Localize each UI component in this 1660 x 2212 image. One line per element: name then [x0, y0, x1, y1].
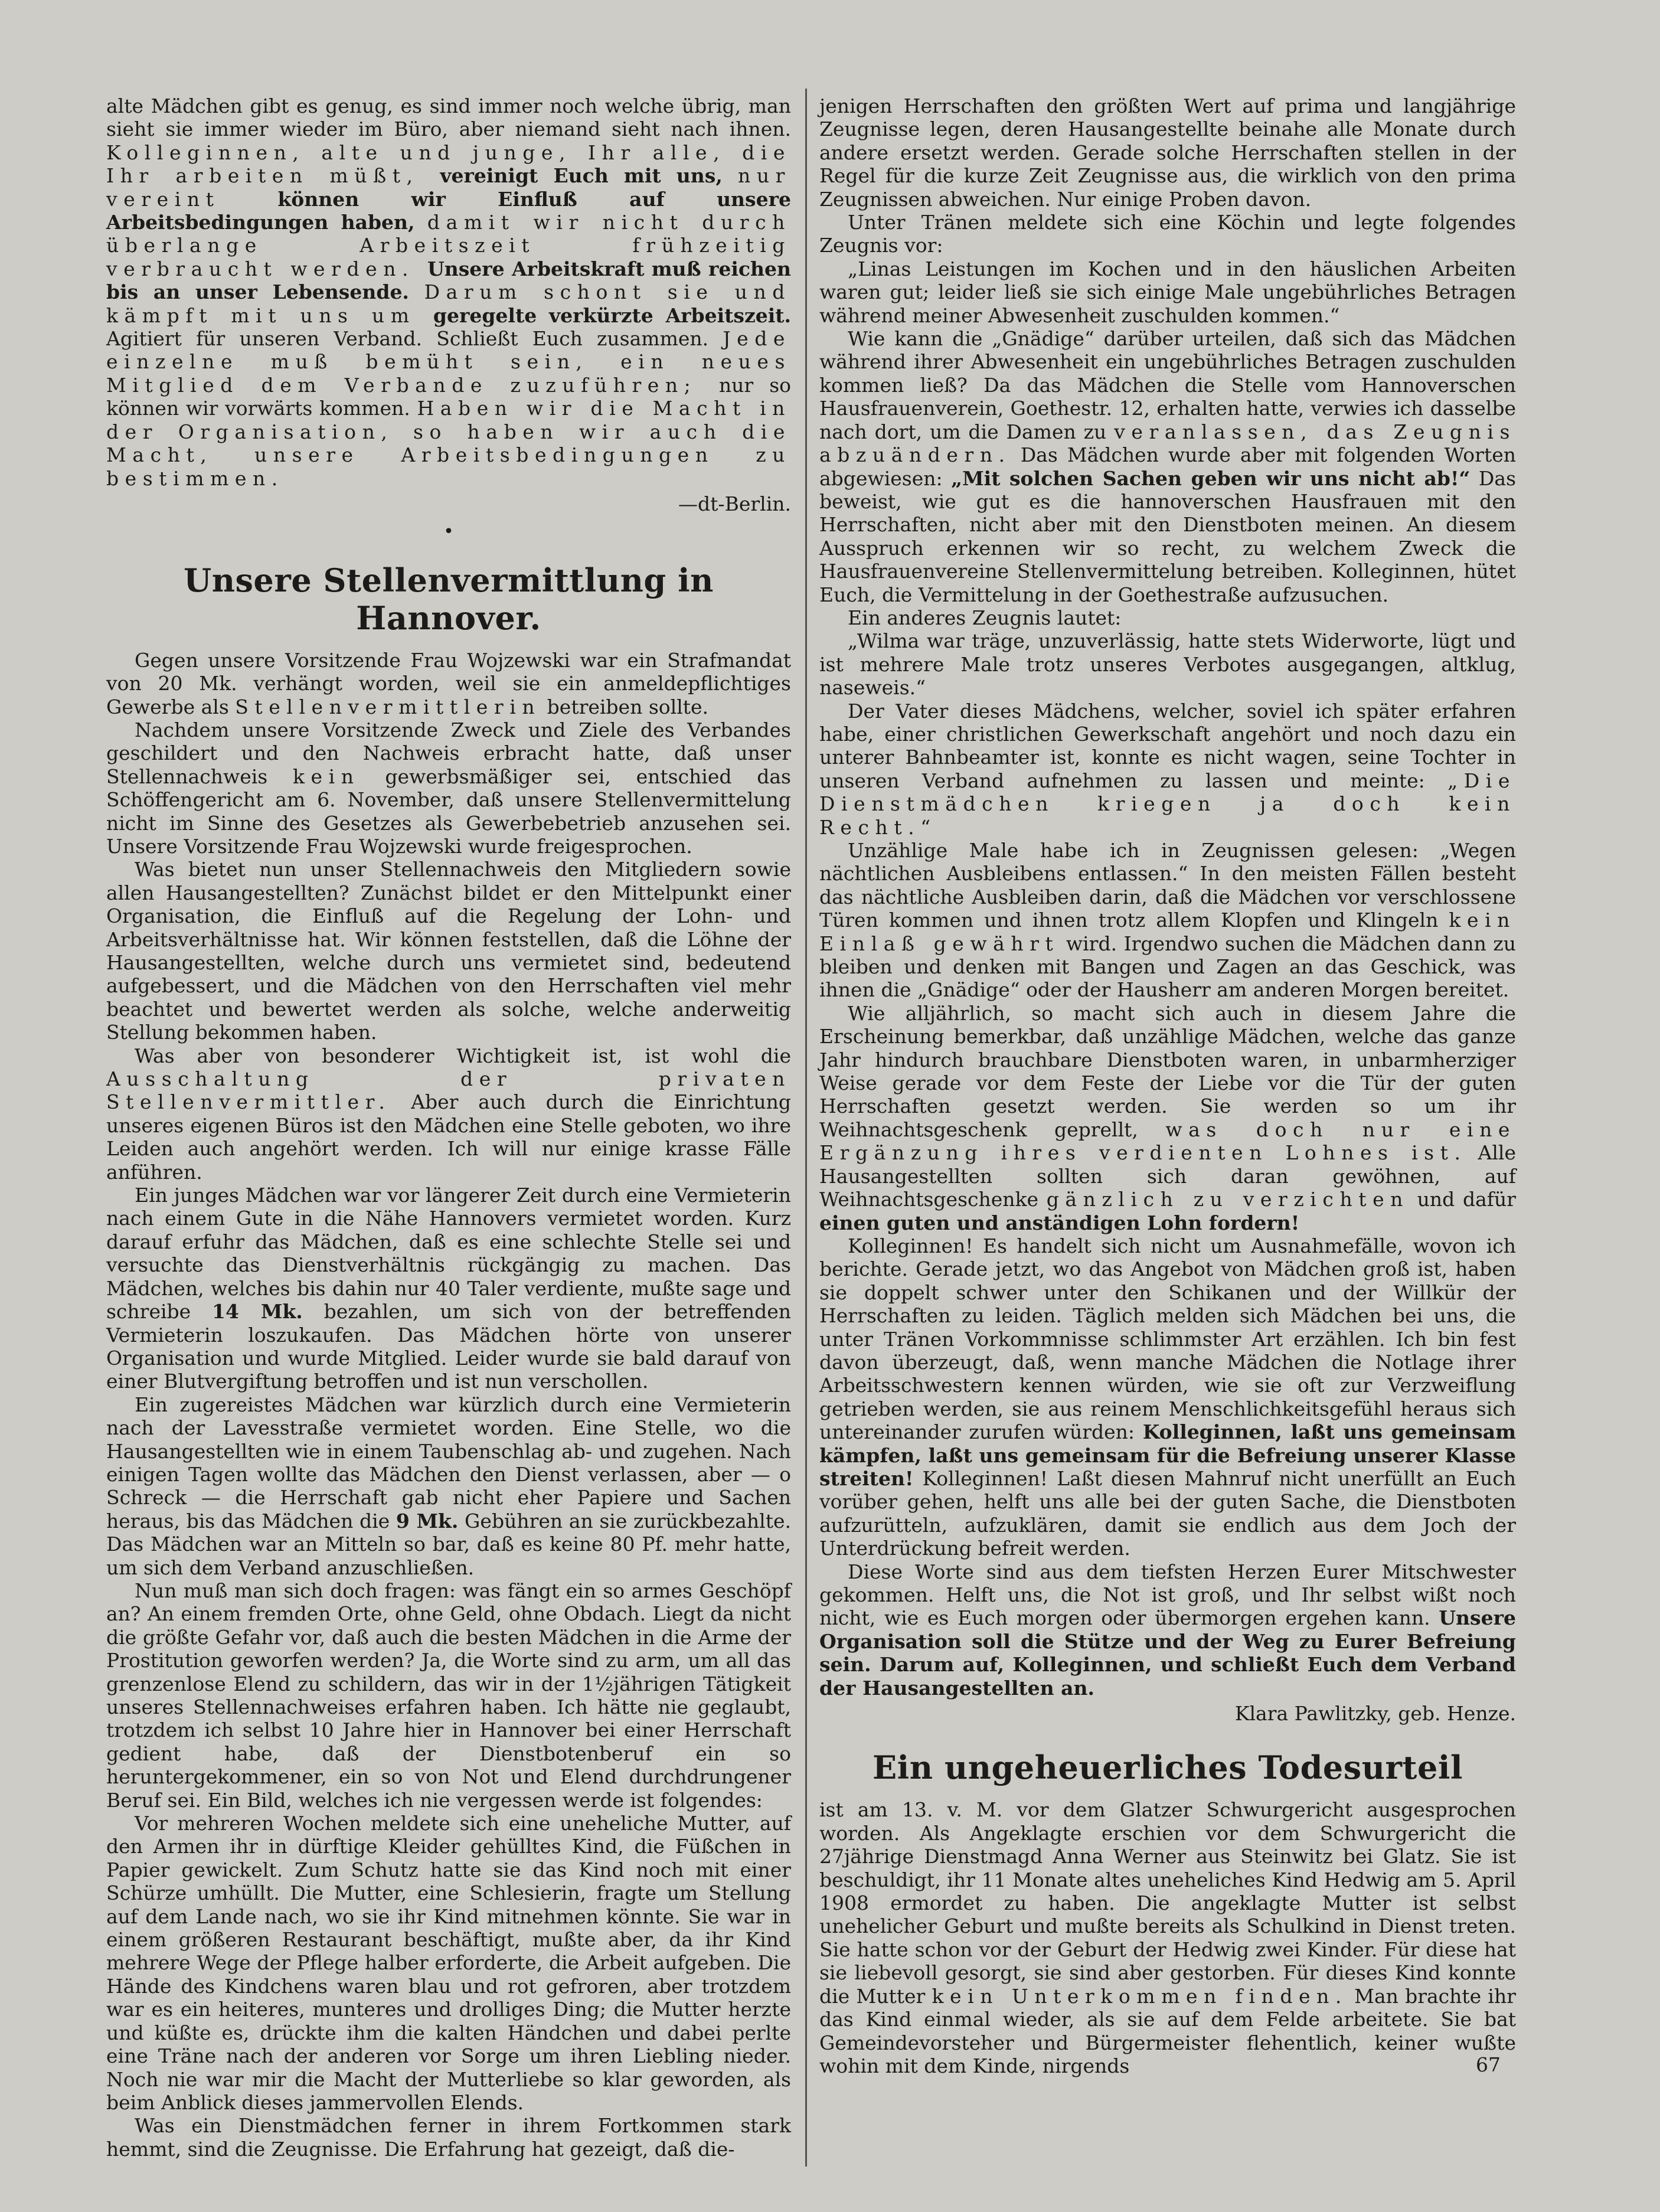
text-run: bezahlen, um sich von der betreffenden Vermieterin loszukaufen. Das Mädchen hörte von unserer Organisation und wurde Mitglied. Leider wurde sie bald darauf von einer Blutvergiftung betroffen und ist nun verschollen.	[106, 1300, 791, 1393]
text-run: und dafür	[1409, 1188, 1517, 1211]
spaced-text: veranlassen, das Zeugnis abzuändern.	[819, 420, 1516, 467]
text-run: Kolleginnen! Es handelt sich nicht um Ausnahmefälle, wovon ich berichte. Gerade jetzt, wo das Angebot von Mädchen groß ist, haben sie doppelt schwer unter den Schikanen und der Willkür der Herrschaften zu leiden. Täglich melden sich Mädchen bei uns, die unter Tränen Vorkommnisse schlimmster Art erzählen. Ich bin fest davon überzeugt, daß, wenn manche Mädchen die Notlage ihrer Arbeitsschwestern kennen würden, wie sie oft zur Verzweiflung getrieben werden, sie aus reinem Menschlichkeitsgefühl heraus sich untereinander zurufen würden:	[819, 1234, 1516, 1444]
spaced-text: gänzlich zu verzichten	[1046, 1188, 1409, 1211]
text-run: ist am 13. v. M. vor dem Glatzer Schwurgericht ausgesprochen worden. Als Angeklagte erschien vor dem Schwurgericht die 27jährige Dienstmagd Anna Werner aus Steinwitz bei Glatz. Sie ist beschuldigt, ihr 11 Monate altes uneheliches Kind Hedwig am 5. April 1908 ermordet zu haben. Die angeklagte Mutter ist selbst unehelicher Geburt und mußte bereits als Schulkind in Dienst treten. Sie hatte schon vor der Geburt der Hedwig zwei Kinder. Für diese hat sie liebevoll gesorgt, sie sind aber gestorben. Für dieses Kind konnte die Mutter	[819, 1798, 1516, 2008]
emphasis-text: Unsere Arbeitskraft muß reichen bis an unser Lebensende.	[106, 257, 791, 304]
text-run: Das beweist, wie gut es die hannoverschen Hausfrauen mit den Herrschaften, nicht aber mit den Dienstboten meinen. An diesem Ausspruch erkennen wir so recht, zu welchem Zweck die Hausfrauenvereine Stellenvermittelung betreiben. Kolleginnen, hütet Euch, die Vermittelung in der Goethestraße aufzusuchen.	[819, 466, 1516, 606]
paragraph	[819, 606, 1516, 629]
spaced-text: Ausschaltung der privaten Stellenvermittler.	[106, 1067, 791, 1114]
paragraph	[106, 1044, 791, 1184]
text-run: Gegen unsere Vorsitzende Frau Wojzewski war ein Strafmandat von 20 Mk. verhängt worden, weil sie ein anmeldepflichtiges Gewerbe als	[106, 648, 791, 718]
text-run: Ein anderes Zeugnis lautet:	[848, 606, 1122, 629]
text-run: Unzählige Male habe ich in Zeugnissen gelesen: „Wegen nächtlichen Ausbleibens entlassen.“ In den meisten Fällen besteht das nächtliche Ausbleiben darin, daß die Mädchen vor verschlossene Türen kommen und ihnen trotz allem Klopfen und Klingeln	[819, 839, 1516, 932]
continued-article-signature: —dt-Berlin.	[678, 492, 791, 515]
text-run: Wie kann die „Gnädige“ darüber urteilen, daß sich das Mädchen während ihrer Abwesenheit ein ungebührliches Betragen zuschulden kommen ließ? Da das Mädchen die Stelle vom Hannoverschen Hausfrauenverein, Goethestr. 12, erhalten hatte, verwies ich dasselbe nach dort, um die Damen zu	[819, 327, 1516, 443]
spaced-text: kein Einlaß gewährt	[819, 909, 1516, 955]
second-article-body	[819, 1798, 1516, 2077]
paragraph	[819, 839, 1516, 1002]
text-run: Nun muß man sich doch fragen: was fängt ein so armes Geschöpf an? An einem fremden Orte, ohne Geld, ohne Obdach. Liegt da nicht die größte Gefahr vor, daß auch die besten Mädchen in die Arme der Prostitution geworfen werden? Ja, die Worte sind zu arm, um all das grenzenlose Elend zu schildern, das wir in der 1½jährigen Tätigkeit unseres Stellennachweises erfahren haben. Ich hätte nie geglaubt, trotzdem ich selbst 10 Jahre hier in Hannover bei einer Herrschaft gedient habe, daß der Dienstbotenberuf ein so heruntergekommener, ein so von Not und Elend durchdrungener Beruf sei. Ein Bild, welches ich nie vergessen werde ist folgendes:	[106, 1579, 791, 1812]
text-run: „Linas Leistungen im Kochen und in den häuslichen Arbeiten waren gut; leider ließ sie sich einige Male ungebührliches Betragen während meiner Abwesenheit zuschulden kommen.“	[819, 257, 1516, 327]
text-run: jenigen Herrschaften den größten Wert auf prima und langjährige Zeugnisse legen, deren Hausangestellte beinahe alle Monate durch andere ersetzt werden. Gerade solche Herrschaften stellen in der Regel für die kurze Zeit Zeugnisse aus, die wirklich von den prima Zeugnissen abweichen. Nur einige Proben davon.	[819, 94, 1516, 211]
emphasis-text: vereinigt Euch mit uns,	[440, 164, 738, 188]
article-body	[106, 649, 791, 2161]
article-body-continued	[819, 94, 1516, 1700]
spaced-text: Haben wir die Macht in der Organisation, so haben wir auch die Macht, unsere Arbeitsbedingungen zu bestimmen.	[106, 397, 791, 490]
paragraph	[819, 1798, 1516, 2077]
text-run: Vor mehreren Wochen meldete sich eine uneheliche Mutter, auf den Armen ihr in dürftige Kleider gehülltes Kind, die Füßchen in Papier gewickelt. Zum Schutz hatte sie das Kind noch mit einer Schürze umhüllt. Die Mutter, eine Schlesierin, fragte um Stellung auf dem Lande nach, wo sie ihr Kind mitnehmen könnte. Sie war in einem größeren Restaurant beschäftigt, mußte aber, da ihr Kind mehrere Wege der Pflege halber erforderte, die Arbeit aufgeben. Die Hände des Kindchens waren blau und rot gefroren, aber trotzdem war es ein heiteres, munteres und drolliges Ding; die Mutter herzte und küßte es, drückte ihm die kalten Händchen und dabei perlte eine Träne nach der anderen vor Sorge um ihren Liebling nieder. Noch nie war mir die Macht der Mutterliebe so klar geworden, als beim Anblick dieses jammervollen Elends.	[106, 1812, 791, 2114]
emphasis-text: Unsere Organisation soll die Stütze und der Weg zu Eurer Befreiung sein. Darum auf, Kolleginnen, und schließt Euch dem Verband der Hausangestellten an.	[819, 1606, 1516, 1700]
text-run: Nachdem unsere Vorsitzende Zweck und Ziele des Verbandes geschildert und den Nachweis erbracht hatte, daß unser Stellennachweis	[106, 718, 791, 788]
paragraph	[106, 2114, 791, 2161]
paragraph	[819, 94, 1516, 211]
text-run: Aber auch durch die Einrichtung unseres eigenen Büros ist den Mädchen eine Stelle geboten, wo ihre Leiden auch angehört werden. Ich will nur einige krasse Fälle anführen.	[106, 1090, 791, 1184]
right-column	[819, 94, 1516, 2077]
paragraph	[106, 1184, 791, 1393]
spaced-text: Kolleginnen, alte und junge, Ihr alle, die Ihr arbeiten müßt,	[106, 141, 791, 188]
text-run: nur so können wir vorwärts kommen.	[106, 373, 791, 420]
paragraph	[819, 1234, 1516, 1560]
text-run: Kolleginnen! Laßt diesen Mahnruf nicht unerfüllt an Euch vorüber gehen, helft uns alle bei der guten Sache, die Dienstboten aufzurütteln, aufzuklären, damit sie endlich aus dem Joch der Unterdrückung befreit werden.	[819, 1466, 1516, 1560]
text-run: Was ein Dienstmädchen ferner in ihrem Fortkommen stark hemmt, sind die Zeugnisse. Die Erfahrung hat gezeigt, daß die-	[106, 2114, 791, 2161]
text-run: alte Mädchen gibt es genug, es sind immer noch welche übrig, man sieht sie immer wieder im Büro, aber niemand sieht nach ihnen.	[106, 94, 791, 141]
spaced-text: kein	[292, 764, 360, 788]
paragraph	[819, 629, 1516, 699]
text-run: Unter Tränen meldete sich eine Köchin und legte folgendes Zeugnis vor:	[819, 211, 1516, 257]
emphasis-text: geregelte verkürzte Arbeitszeit.	[433, 303, 791, 327]
text-run: Was bietet nun unser Stellennachweis den Mitgliedern sowie allen Hausangestellten? Zunächst bildet er den Mittelpunkt einer Organisation, die Einfluß auf die Regelung der Lohn- und Arbeitsverhältnisse hat. Wir können feststellen, daß die Löhne der Hausangestellten, welche durch uns vermietet sind, bedeutend aufgebessert, und die Mädchen von den Herrschaften viel mehr beachtet und bewertet werden als solche, welche anderweitig Stellung bekommen haben.	[106, 858, 791, 1044]
continued-article-text	[106, 94, 791, 490]
text-run: betreiben sollte.	[541, 695, 709, 718]
spaced-text: damit wir nicht durch überlange Arbeitszeit frühzeitig verbraucht werden.	[106, 211, 791, 280]
text-run: Was aber von besonderer Wichtigkeit ist, ist wohl die	[135, 1044, 791, 1067]
paragraph	[819, 1002, 1516, 1234]
spaced-text: Stellenvermittlerin	[235, 695, 541, 718]
paragraph	[819, 700, 1516, 839]
paragraph	[819, 211, 1516, 257]
page-number: 67	[1476, 2053, 1501, 2076]
spaced-text: nur vereint	[106, 164, 792, 211]
paragraph	[819, 327, 1516, 606]
text-run: Gebühren an sie zurückbezahlte. Das Mädchen war an Mitteln so bar, daß es keine 80 Pf. mehr hatte, um sich dem Verband anzuschließen.	[106, 1509, 791, 1579]
emphasis-text: „Mit solchen Sachen geben wir uns nicht ab!“	[951, 466, 1471, 490]
text-run: Ein zugereistes Mädchen war kürzlich durch eine Vermieterin nach der Lavesstraße vermietet worden. Eine Stelle, wo die Hausangestellten wie in einem Taubenschlag ab- und zugehen. Nach einigen Tagen wollte das Mädchen den Dienst verlassen, aber — o Schreck — die Herrschaft gab nicht eher Papiere und Sachen heraus, bis das Mädchen die	[106, 1393, 791, 1533]
paragraph	[819, 1560, 1516, 1700]
emphasis-text: 9 Mk.	[396, 1509, 459, 1533]
text-run: Der Vater dieses Mädchens, welcher, soviel ich später erfahren habe, einer christlichen Gewerkschaft angehört und noch dazu ein unterer Bahnbeamter ist, konnte es nicht wagen, seine Tochter in unseren Verband aufnehmen zu lassen und meinte:	[819, 699, 1516, 792]
text-run: Wie alljährlich, so macht sich auch in diesem Jahre die Erscheinung bemerkbar, daß unzählige Mädchen, welche das ganze Jahr hindurch brauchbare Dienstboten waren, in unbarmherziger Weise gerade vor dem Feste der Liebe vor die Tür der guten Herrschaften gesetzt werden. Sie werden so um ihr Weihnachtsgeschenk geprellt,	[819, 1001, 1516, 1141]
paragraph	[106, 1812, 791, 2114]
paragraph	[106, 1393, 791, 1579]
column-divider	[805, 89, 807, 2167]
paragraph	[106, 858, 791, 1044]
emphasis-text: 14 Mk.	[212, 1300, 303, 1324]
emphasis-text: können wir Einfluß auf unsere Arbeitsbedingungen haben,	[106, 187, 792, 234]
spaced-text: Jede einzelne muß bemüht sein, ein neues Mitglied dem Verbande zuzuführen;	[106, 327, 791, 397]
text-run: Man brachte ihr das Kind einmal wieder, als sie auf dem Felde arbeitete. Sie bat Gemeindevorsteher und Bürgermeister flehentlich, keiner wußte wohin mit dem Kinde, nirgends	[819, 1984, 1516, 2077]
text-run: Ein junges Mädchen war vor längerer Zeit durch eine Vermieterin nach einem Gute in die Nähe Hannovers vermietet worden. Kurz darauf erfuhr das Mädchen, daß es eine schlechte Stelle sei und versuchte das Dienstverhältnis rückgängig zu machen. Das Mädchen, welches bis dahin nur 40 Taler verdiente, mußte sage und schreibe	[106, 1184, 791, 1324]
section-ornament: •	[443, 521, 454, 543]
spaced-text: was doch nur eine Ergänzung ihres verdienten Lohnes ist.	[819, 1118, 1516, 1165]
second-article-heading: Ein ungeheuerliches Todesurteil	[872, 1749, 1463, 1787]
paragraph	[819, 257, 1516, 327]
emphasis-text: einen guten und anständigen Lohn fordern!	[819, 1211, 1300, 1234]
text-run: Das Mädchen wurde aber mit folgenden Worten abgewiesen:	[819, 443, 1516, 490]
emphasis-text: Kolleginnen, laßt uns gemeinsam kämpfen, laßt uns gemeinsam für die Befreiung unserer Klasse streiten!	[819, 1420, 1516, 1490]
paragraph	[106, 1579, 791, 1812]
text-run: Alle Hausangestellten sollten sich daran gewöhnen, auf Weihnachtsgeschenke	[819, 1141, 1516, 1211]
article-signature: Klara Pawlitzky, geb. Henze.	[1234, 1702, 1516, 1726]
article-heading: Unsere Stellenvermittlung in Hannover.	[184, 561, 714, 637]
text-run: Agitiert für unseren Verband. Schließt Euch zusammen.	[106, 327, 723, 351]
spaced-text: kein Unterkommen finden.	[932, 1984, 1348, 2008]
spaced-text: Darum schont sie und kämpft mit uns um	[106, 280, 791, 327]
text-run: „Wilma war träge, unzuverlässig, hatte stets Widerworte, lügt und ist mehrere Male trotz unseres Verbotes ausgegangen, altklug, naseweis.“	[819, 629, 1516, 700]
text-run: gewerbsmäßiger sei, entschied das Schöffengericht am 6. November, daß unsere Stellenvermittelung nicht im Sinne des Gesetzes als Gewerbebetrieb anzusehen sei. Unsere Vorsitzende Frau Wojzewski wurde freigesprochen.	[106, 764, 791, 858]
spaced-text: „Die Dienstmädchen kriegen ja doch kein Recht.“	[819, 769, 1516, 839]
left-column	[106, 94, 791, 2161]
text-run: Diese Worte sind aus dem tiefsten Herzen Eurer Mitschwester gekommen. Helft uns, die Not ist groß, und Ihr selbst wißt noch nicht, wie es Euch morgen oder übermorgen ergehen kann.	[819, 1560, 1516, 1630]
text-run: wird. Irgendwo suchen die Mädchen dann zu bleiben und denken mit Bangen und Zagen an das Geschick, was ihnen die „Gnädige“ oder der Hausherr am anderen Morgen bereitet.	[819, 932, 1516, 1002]
paragraph	[106, 718, 791, 858]
paragraph	[106, 649, 791, 718]
